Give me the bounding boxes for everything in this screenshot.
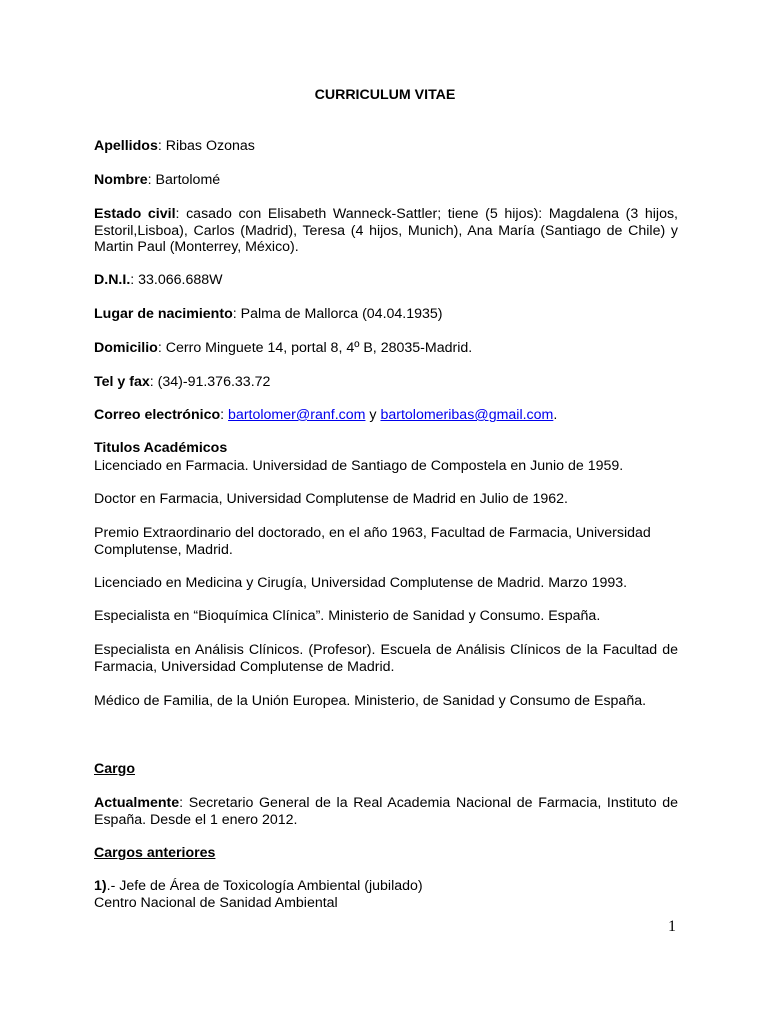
apellidos-value: : Ribas Ozonas	[157, 138, 255, 154]
lugar-nacimiento-field	[94, 306, 678, 323]
tel-fax-field	[94, 374, 678, 391]
titulo-item: Especialista en “Bioquímica Clínica”. Ministerio de Sanidad y Consumo. España.	[94, 608, 601, 624]
correo-joiner: y	[365, 407, 381, 423]
titulos-heading: Titulos Académicos	[94, 440, 228, 456]
titulo-item: Doctor en Farmacia, Universidad Complutense de Madrid en Julio de 1962.	[94, 491, 568, 507]
email-link-ranf[interactable]: bartolomer@ranf.com	[228, 407, 366, 423]
cargo-actual-label: Actualmente	[94, 795, 180, 811]
dni-label: D.N.I.	[94, 272, 131, 288]
cargo-actual-value: : Secretario General de la Real Academia Nacional de Farmacia, Instituto de España. Desde el 1 enero 2012.	[94, 795, 678, 828]
cargo-anterior-number: 1)	[94, 878, 107, 894]
tel-fax-label: Tel y fax	[94, 374, 150, 390]
titulo-item: Médico de Familia, de la Unión Europea. Ministerio, de Sanidad y Consumo de España.	[94, 693, 647, 709]
email-link-gmail[interactable]: bartolomeribas@gmail.com	[380, 407, 554, 423]
nombre-label: Nombre	[94, 172, 148, 188]
correo-end: .	[553, 407, 558, 423]
correo-field	[94, 407, 678, 424]
titulo-item: Licenciado en Medicina y Cirugía, Universidad Complutense de Madrid. Marzo 1993.	[94, 575, 628, 591]
domicilio-field	[94, 340, 678, 357]
tel-fax-value: : (34)-91.376.33.72	[149, 374, 271, 390]
nombre-value: : Bartolomé	[147, 172, 221, 188]
document-title: CURRICULUM VITAE	[314, 87, 456, 103]
titulo-item: Especialista en Análisis Clínicos. (Profesor). Escuela de Análisis Clínicos de la Facultad de Farmacia, Universidad Complutense de Madrid.	[94, 642, 678, 675]
apellidos-field	[94, 138, 678, 155]
cargo-anterior-line2: Centro Nacional de Sanidad Ambiental	[94, 894, 338, 911]
correo-label: Correo electrónico	[94, 407, 221, 423]
cargos-anteriores-heading: Cargos anteriores	[94, 845, 216, 861]
estado-civil-value: : casado con Elisabeth Wanneck-Sattler; tiene (5 hijos): Magdalena (3 hijos, Estoril,Lisboa), Carlos (Madrid), Teresa (4 hijos, Munich), Ana María (Santiago de Chile) y Martin Paul (Monterrey, México).	[94, 206, 679, 255]
dni-value: : 33.066.688W	[130, 272, 223, 288]
domicilio-value: : Cerro Minguete 14, portal 8, 4º B, 28035-Madrid.	[157, 340, 473, 356]
lugar-nacimiento-value: : Palma de Mallorca (04.04.1935)	[232, 306, 443, 322]
estado-civil-label: Estado civil	[94, 206, 176, 222]
titulo-item: Premio Extraordinario del doctorado, en el año 1963, Facultad de Farmacia, Universidad Complutense, Madrid.	[94, 525, 651, 558]
page-number: 1	[668, 918, 676, 935]
cargo-actual	[94, 795, 678, 828]
apellidos-label: Apellidos	[94, 138, 158, 154]
dni-field	[94, 272, 678, 289]
nombre-field	[94, 172, 678, 189]
cargo-anterior-text: .- Jefe de Área de Toxicología Ambiental (jubilado)	[106, 878, 423, 894]
titulo-item: Licenciado en Farmacia. Universidad de Santiago de Compostela en Junio de 1959.	[94, 458, 624, 474]
cargo-anterior-item-1	[94, 878, 678, 911]
estado-civil-field	[94, 206, 678, 256]
cargo-heading: Cargo	[94, 761, 135, 777]
correo-sep: :	[220, 407, 229, 423]
domicilio-label: Domicilio	[94, 340, 158, 356]
lugar-nacimiento-label: Lugar de nacimiento	[94, 306, 233, 322]
